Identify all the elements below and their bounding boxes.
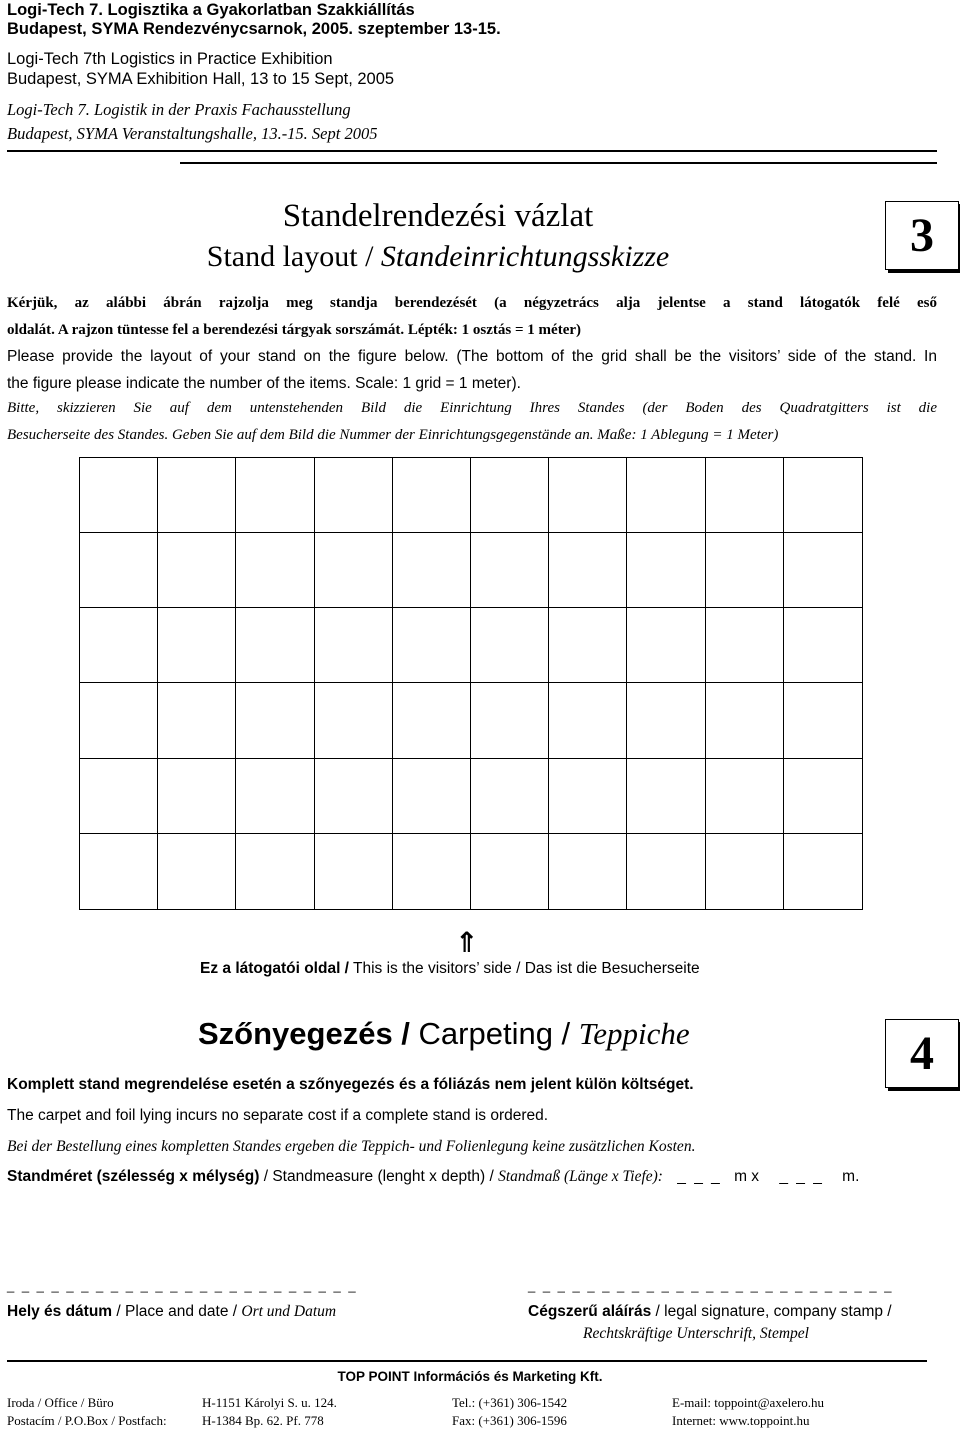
grid-cell[interactable] (471, 759, 549, 834)
visitor-side-arrow-icon: ⇑ (455, 927, 479, 958)
stand-width-blank[interactable]: _ _ _ (677, 1168, 722, 1185)
grid-cell[interactable] (80, 683, 158, 758)
grid-cell[interactable] (784, 608, 862, 683)
section4-title (198, 1016, 690, 1052)
grid-cell[interactable] (706, 834, 784, 909)
grid-cell[interactable] (315, 759, 393, 834)
grid-cell[interactable] (236, 533, 314, 608)
section-number-3: 3 (910, 209, 934, 262)
visitor-side-caption (200, 960, 700, 978)
stand-size-line (7, 1168, 859, 1186)
grid-cell[interactable] (315, 608, 393, 683)
grid-cell[interactable] (236, 608, 314, 683)
instruction-hu-line1: Kérjük, az alábbi ábrán rajzolja meg standja berendezését (a négyzetrács alja jelentse a stand látogatók felé eső (7, 295, 937, 311)
header-divider-secondary (180, 162, 937, 164)
instruction-en-line2: the figure please indicate the number of the items. Scale: 1 grid = 1 meter). (7, 375, 521, 392)
grid-cell[interactable] (393, 834, 471, 909)
grid-cell[interactable] (549, 458, 627, 533)
grid-cell[interactable] (471, 683, 549, 758)
place-date-de: Ort und Datum (241, 1303, 337, 1320)
header-de-location: Budapest, SYMA Veranstaltungshalle, 13.-15. Sept 2005 (7, 124, 378, 143)
grid-cell[interactable] (627, 533, 705, 608)
instruction-hu (7, 290, 937, 344)
grid-cell[interactable] (784, 683, 862, 758)
grid-cell[interactable] (627, 683, 705, 758)
footer-divider (7, 1360, 927, 1362)
carpet-text-de: Bei der Bestellung eines kompletten Standes ergeben die Teppich- und Folienlegung keine zusätzlichen Kosten. (7, 1138, 696, 1155)
header-en-title: Logi-Tech 7th Logistics in Practice Exhibition (7, 50, 333, 68)
grid-cell[interactable] (393, 608, 471, 683)
grid-cell[interactable] (784, 533, 862, 608)
footer-tel: Tel.: (+361) 306-1542 (452, 1395, 568, 1410)
stand-size-de: Standmaß (Länge x Tiefe): (498, 1168, 663, 1185)
grid-cell[interactable] (236, 759, 314, 834)
stand-depth-blank[interactable]: _ _ _ (779, 1168, 824, 1185)
grid-cell[interactable] (315, 458, 393, 533)
stand-size-en: / Standmeasure (lenght x depth) / (259, 1168, 499, 1185)
stand-size-m: m. (842, 1168, 860, 1185)
section-number-4: 4 (910, 1027, 934, 1080)
grid-cell[interactable] (627, 834, 705, 909)
grid-cell[interactable] (236, 683, 314, 758)
place-date-line[interactable]: _ _ _ _ _ _ _ _ _ _ _ _ _ _ _ _ _ _ _ _ _ _ _ _ (7, 1278, 358, 1293)
grid-cell[interactable] (315, 683, 393, 758)
grid-cell[interactable] (393, 533, 471, 608)
grid-cell[interactable] (706, 458, 784, 533)
grid-cell[interactable] (315, 834, 393, 909)
grid-cell[interactable] (393, 683, 471, 758)
grid-cell[interactable] (80, 834, 158, 909)
stand-size-hu: Standméret (szélesség x mélység) (7, 1168, 260, 1185)
grid-cell[interactable] (393, 458, 471, 533)
grid-cell[interactable] (236, 834, 314, 909)
grid-cell[interactable] (706, 759, 784, 834)
grid-cell[interactable] (471, 834, 549, 909)
footer-email[interactable]: E-mail: toppoint@axelero.hu (672, 1395, 825, 1410)
carpet-text-hu: Komplett stand megrendelése esetén a szőnyegezés és a fóliázás nem jelent külön költséget. (7, 1076, 694, 1093)
header-hu-location: Budapest, SYMA Rendezvénycsarnok, 2005. szeptember 13-15. (7, 20, 501, 38)
grid-cell[interactable] (706, 533, 784, 608)
carpet-text-en: The carpet and foil lying incurs no separate cost if a complete stand is ordered. (7, 1107, 549, 1124)
footer-postbox-address: H-1384 Bp. 62. Pf. 778 (202, 1413, 324, 1428)
section4-title-de: Teppiche (578, 1016, 690, 1051)
grid-cell[interactable] (158, 608, 236, 683)
stand-size-m-x: m x (734, 1168, 760, 1185)
grid-cell[interactable] (471, 608, 549, 683)
section3-subtitle (0, 240, 876, 274)
grid-cell[interactable] (158, 834, 236, 909)
header-en-location: Budapest, SYMA Exhibition Hall, 13 to 15 Sept, 2005 (7, 70, 395, 88)
header-divider (7, 150, 937, 152)
grid-cell[interactable] (784, 834, 862, 909)
section-number-4-badge (885, 1019, 959, 1088)
visitor-side-de: Das ist die Besucherseite (524, 960, 700, 977)
grid-cell[interactable] (784, 759, 862, 834)
instruction-en (7, 343, 937, 397)
section-number-3-badge (885, 201, 959, 270)
footer-fax: Fax: (+361) 306-1596 (452, 1413, 567, 1428)
signature-line[interactable]: _ _ _ _ _ _ _ _ _ _ _ _ _ _ _ _ _ _ _ _ _ _ _ _ _ (528, 1278, 894, 1293)
instruction-en-line1: Please provide the layout of your stand on the figure below. (The bottom of the grid shall be the visitors’ side of the stand. In (7, 348, 937, 365)
grid-cell[interactable] (549, 834, 627, 909)
grid-cell[interactable] (627, 608, 705, 683)
grid-cell[interactable] (784, 458, 862, 533)
grid-cell[interactable] (706, 683, 784, 758)
place-date-en: / Place and date / (112, 1303, 242, 1320)
grid-cell[interactable] (549, 608, 627, 683)
grid-cell[interactable] (158, 759, 236, 834)
visitor-side-hu: Ez a látogatói oldal / (200, 960, 349, 977)
grid-cell[interactable] (549, 533, 627, 608)
header-hu-title: Logi-Tech 7. Logisztika a Gyakorlatban Szakkiállítás (7, 1, 415, 19)
grid-cell[interactable] (393, 759, 471, 834)
stand-layout-grid[interactable] (79, 457, 863, 910)
instruction-de (7, 395, 937, 449)
section4-title-en: Carpeting / (409, 1016, 579, 1051)
grid-cell[interactable] (627, 759, 705, 834)
grid-cell[interactable] (627, 458, 705, 533)
section4-title-hu: Szőnyegezés / (198, 1016, 410, 1051)
grid-cell[interactable] (549, 683, 627, 758)
grid-cell[interactable] (549, 759, 627, 834)
signature-en: / legal signature, company stamp / (651, 1303, 892, 1320)
grid-cell[interactable] (706, 608, 784, 683)
footer-postbox-label: Postacím / P.O.Box / Postfach: (7, 1413, 167, 1428)
grid-cell[interactable] (471, 533, 549, 608)
grid-cell[interactable] (80, 759, 158, 834)
visitor-side-en: This is the visitors’ side / (349, 960, 525, 977)
footer-office-label: Iroda / Office / Büro (7, 1395, 114, 1410)
footer-company: TOP POINT Információs és Marketing Kft. (337, 1369, 603, 1384)
grid-cell[interactable] (315, 533, 393, 608)
grid-cell[interactable] (471, 458, 549, 533)
signature-label (528, 1303, 892, 1321)
signature-hu: Cégszerű aláírás (528, 1303, 652, 1320)
instruction-de-line2: Besucherseite des Standes. Geben Sie auf dem Bild die Nummer der Einrichtungsgegenstände an. Maße: 1 Ablegung = 1 Meter) (7, 427, 779, 443)
grid-cell[interactable] (158, 683, 236, 758)
grid-cell[interactable] (80, 458, 158, 533)
grid-cell[interactable] (80, 608, 158, 683)
grid-cell[interactable] (158, 458, 236, 533)
grid-cell[interactable] (80, 533, 158, 608)
header-de-title: Logi-Tech 7. Logistik in der Praxis Fachausstellung (7, 100, 351, 119)
section3-title-hu: Standelrendezési vázlat (282, 198, 594, 234)
grid-cell[interactable] (158, 533, 236, 608)
instruction-hu-line2: oldalát. A rajzon tüntesse fel a berendezési tárgyak sorszámát. Lépték: 1 osztás = 1 méter) (7, 322, 581, 338)
section3-title-de: Standeinrichtungsskizze (380, 240, 670, 273)
section3-title-en: Stand layout / (206, 240, 381, 273)
footer-office-address: H-1151 Károlyi S. u. 124. (202, 1395, 337, 1410)
footer-internet[interactable]: Internet: www.toppoint.hu (672, 1413, 810, 1428)
instruction-de-line1: Bitte, skizzieren Sie auf dem untenstehenden Bild die Einrichtung Ihres Standes (der Boden des Quadratgitters ist die (7, 400, 937, 416)
grid-cell[interactable] (236, 458, 314, 533)
signature-de: Rechtskräftige Unterschrift, Stempel (583, 1325, 809, 1342)
place-date-label (7, 1303, 336, 1321)
place-date-hu: Hely és dátum (7, 1303, 113, 1320)
